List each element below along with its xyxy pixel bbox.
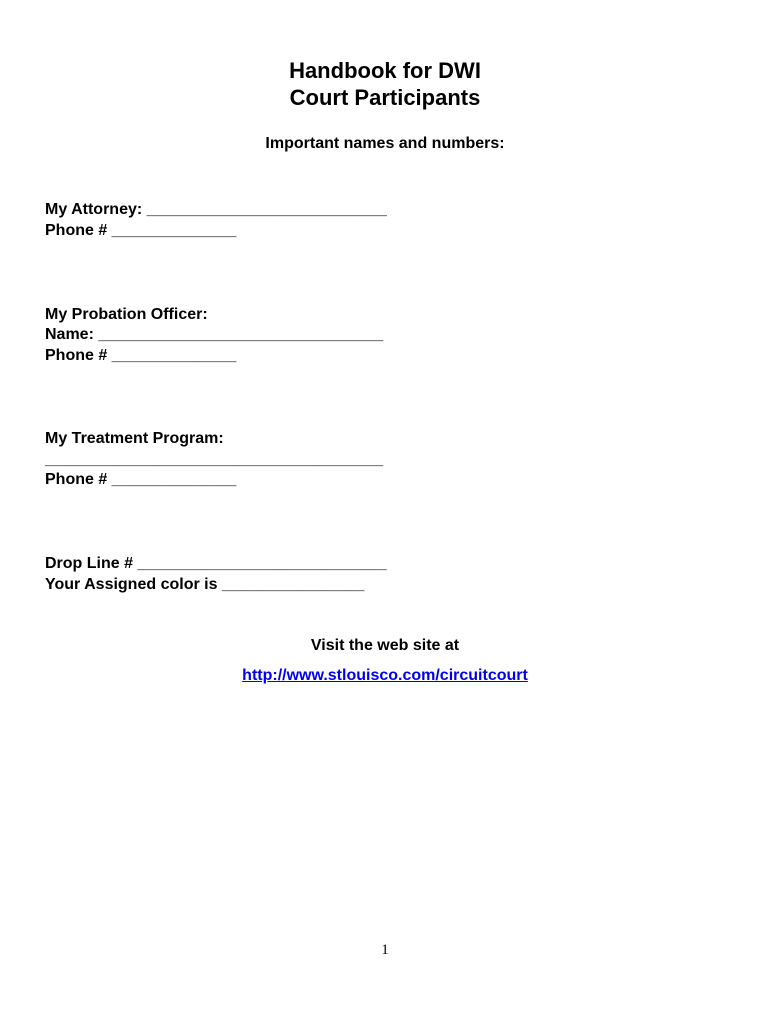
attorney-label: My Attorney: (45, 201, 147, 218)
assigned-color-field: Your Assigned color is ________________ (45, 576, 365, 593)
probation-heading: My Probation Officer: (45, 306, 208, 323)
attorney-phone-field: Phone # ______________ (45, 222, 237, 239)
title-line-1: Handbook for DWI (289, 58, 481, 83)
attorney-field (45, 199, 387, 220)
subtitle: Important names and numbers: (265, 135, 505, 152)
document-title (0, 57, 770, 111)
treatment-heading: My Treatment Program: (45, 430, 224, 447)
website-line (0, 667, 770, 685)
page-number: 1 (381, 942, 389, 958)
attorney-blank: ___________________________ (146, 201, 387, 218)
website-link[interactable]: http://www.stlouisco.com/circuitcourt (242, 667, 528, 684)
probation-phone-field: Phone # ______________ (45, 347, 237, 364)
drop-line-field: Drop Line # ____________________________ (45, 555, 387, 572)
probation-name-field: Name: ________________________________ (45, 326, 384, 343)
treatment-phone-field: Phone # ______________ (45, 471, 237, 488)
treatment-blank-field: ______________________________________ (45, 451, 384, 468)
visit-text: Visit the web site at (310, 637, 460, 654)
title-line-2: Court Participants (289, 85, 481, 110)
